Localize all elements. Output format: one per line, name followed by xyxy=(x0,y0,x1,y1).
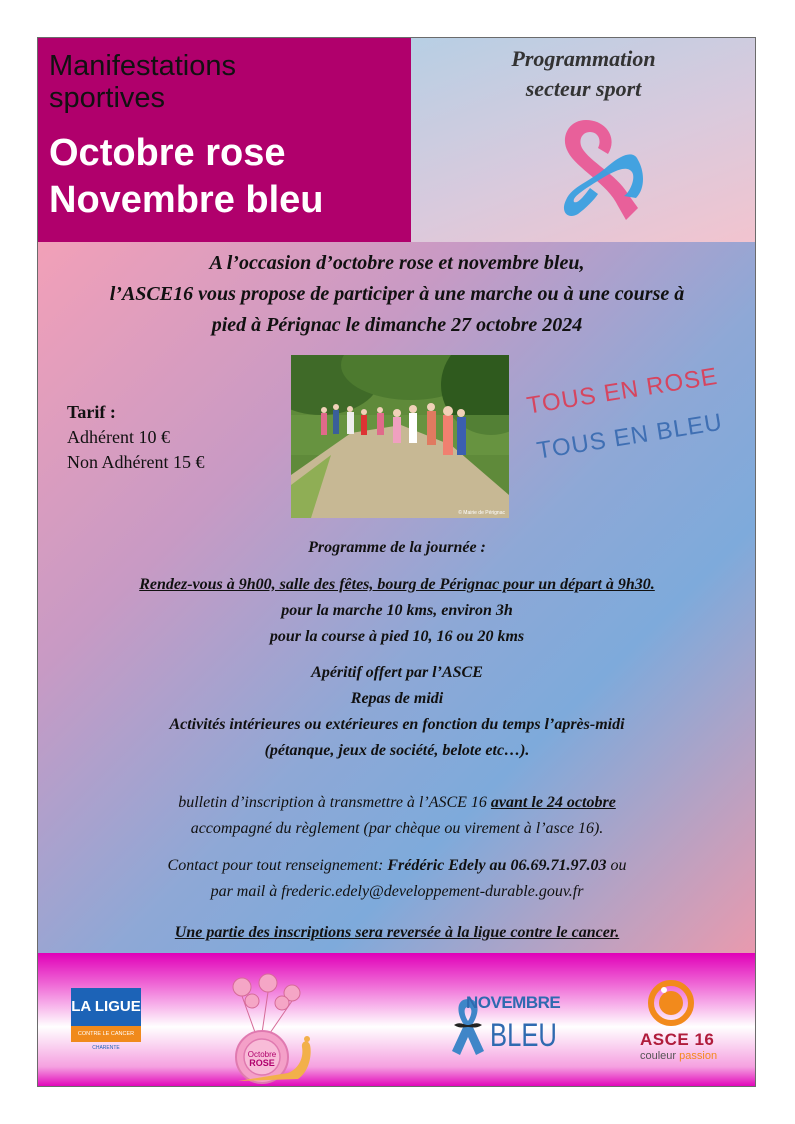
octobre-rose-snail-logo xyxy=(228,973,328,1085)
tarif-non-adherent: Non Adhérent 15 € xyxy=(67,452,205,472)
walkers-photo xyxy=(291,355,509,518)
bleu-text: BLEU xyxy=(490,1017,557,1053)
programme-course: pour la course à pied 10, 16 ou 20 kms xyxy=(269,628,525,645)
programme-heading: Programme de la journée : xyxy=(308,539,486,556)
header-subtitle xyxy=(49,50,289,114)
intro-line-2: l’ASCE16 vous propose de participer à une marche ou à une course à xyxy=(109,283,685,305)
intro-line-1: A l’occasion d’octobre rose et novembre bleu, xyxy=(209,252,585,274)
walkers-photo-image xyxy=(291,355,509,518)
novembre-bleu-logo xyxy=(446,993,561,1058)
main-content xyxy=(38,242,756,953)
program-line-2: secteur sport xyxy=(525,76,642,101)
asce-tagline xyxy=(640,1050,717,1062)
intro-text xyxy=(38,248,756,341)
asce-tagline-1: couleur xyxy=(640,1050,677,1062)
programme-activities xyxy=(38,660,756,764)
inscription-line-2: accompagné du règlement (par chèque ou virement à l’asce 16). xyxy=(190,820,604,837)
svg-text:ROSE: ROSE xyxy=(249,1058,275,1068)
inscription-deadline: avant le 24 octobre xyxy=(490,794,616,811)
ligue-note: Une partie des inscriptions sera reversée à la ligue contre le cancer. xyxy=(174,924,620,941)
asce-text: ASCE 16 xyxy=(640,1030,715,1049)
contact-name-phone: Frédéric Edely au 06.69.71.97.03 xyxy=(387,857,607,874)
programme-details xyxy=(38,572,756,650)
inscription-line-1 xyxy=(38,790,756,816)
slogan-tous-en-rose: TOUS EN ROSE xyxy=(525,362,720,420)
svg-text:Octobre: Octobre xyxy=(247,1050,277,1059)
awareness-ribbon-icon xyxy=(538,114,658,226)
contact-line-1 xyxy=(38,853,756,879)
title-octobre-rose: Octobre rose xyxy=(49,132,286,174)
flyer xyxy=(37,37,756,1087)
tarif-block xyxy=(67,400,204,475)
tarif-adherent: Adhérent 10 € xyxy=(67,427,170,447)
program-line-1: Programmation xyxy=(511,46,656,71)
header-title-block xyxy=(38,38,411,242)
header-title xyxy=(49,130,324,224)
programme-rendezvous: Rendez-vous à 9h00, salle des fêtes, bourg de Pérignac pour un départ à 9h30. xyxy=(139,576,655,593)
contact-block xyxy=(38,853,756,905)
programme-repas: Repas de midi xyxy=(350,690,444,707)
program-label xyxy=(411,44,756,104)
svg-text:© Mairie de Pérignac: © Mairie de Pérignac xyxy=(458,510,505,516)
programme-marche: pour la marche 10 kms, environ 3h xyxy=(281,602,513,619)
header-subtitle-text: Manifestations sportives xyxy=(49,50,236,114)
slogan-tous-en-bleu: TOUS EN BLEU xyxy=(535,408,725,465)
inscription-block xyxy=(38,790,756,842)
intro-line-3: pied à Pérignac le dimanche 27 octobre 2024 xyxy=(211,314,583,336)
ligue-dept: CHARENTE xyxy=(92,1045,120,1051)
asce16-logo xyxy=(636,978,726,1073)
programme-activites: Activités intérieures ou extérieures en fonction du temps l’après-midi xyxy=(169,716,625,733)
asce-sun-icon xyxy=(646,978,696,1028)
ligue-name: LA LIGUE xyxy=(71,988,141,1026)
la-ligue-logo xyxy=(71,988,141,1058)
contact-prefix: Contact pour tout renseignement: xyxy=(167,857,388,874)
footer-logos xyxy=(38,953,756,1087)
contact-suffix: ou xyxy=(606,857,627,874)
program-block xyxy=(411,38,756,242)
tarif-label: Tarif : xyxy=(67,402,116,422)
novembre-text: NOVEMBRE xyxy=(466,993,561,1012)
contact-mail: par mail à frederic.edely@developpement-durable.gouv.fr xyxy=(210,883,584,900)
ligue-sub: CONTRE LE CANCER xyxy=(71,1026,141,1042)
inscription-text: bulletin d’inscription à transmettre à l’ASCE 16 xyxy=(178,794,491,811)
programme-exemples: (pétanque, jeux de société, belote etc…). xyxy=(264,742,530,759)
title-novembre-bleu: Novembre bleu xyxy=(49,179,324,221)
asce-tagline-2: passion xyxy=(679,1050,718,1062)
programme-aperitif: Apéritif offert par l’ASCE xyxy=(311,664,483,681)
